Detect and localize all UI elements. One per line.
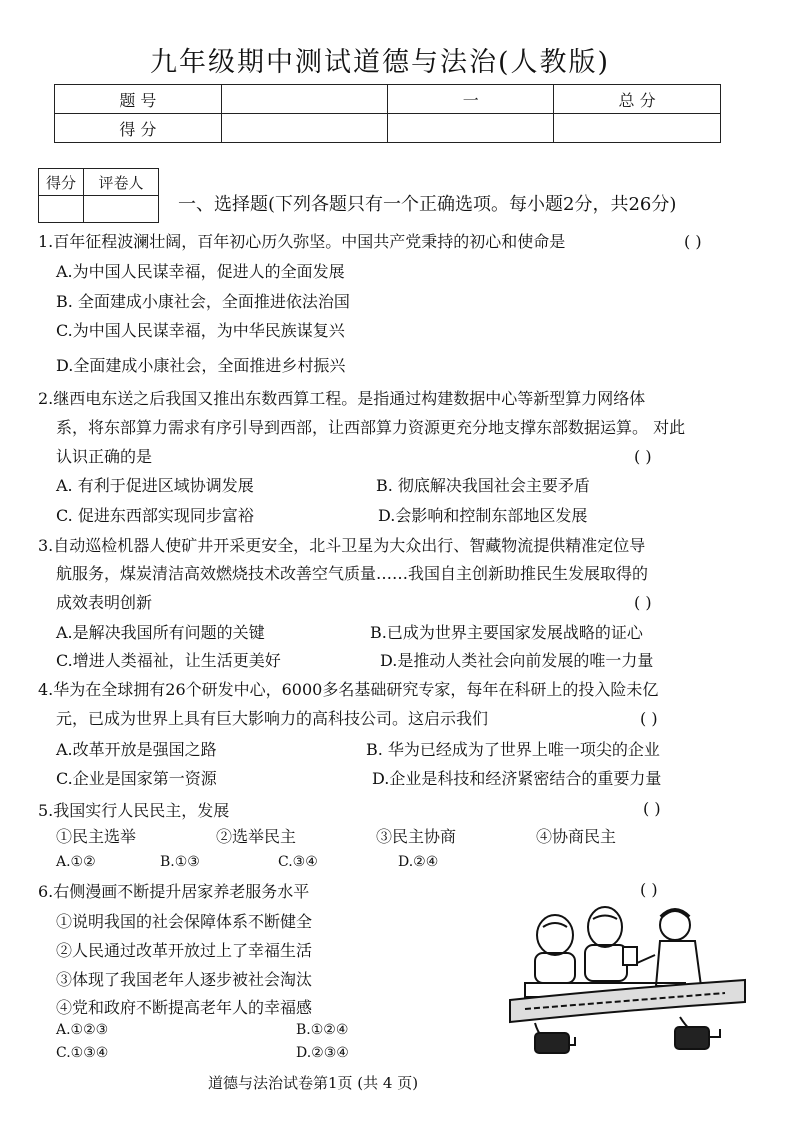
question-4-stem: 4.华为在全球拥有26个研发中心，6000多名基础研究专家，每年在科研上的投入险未亿 [38,680,659,699]
grader-box [38,168,159,223]
option-a: A. 有利于促进区域协调发展 [56,476,254,495]
table-cell: 题 号 [55,85,222,114]
option-c: C.为中国人民谋幸福，为中华民族谋复兴 [56,321,345,340]
page-title: 九年级期中测试道德与法治(人教版) [150,47,611,78]
question-2-stem: 2.继西电东送之后我国又推出东数西算工程。是指通过构建数据中心等新型算力网络体 [38,389,646,408]
option-d: D.会影响和控制东部地区发展 [378,506,588,525]
option-d: D.全面建成小康社会，全面推进乡村振兴 [56,356,346,375]
option-c: C.企业是国家第一资源 [56,769,217,788]
answer-paren: ( ) [640,709,658,728]
elderly-care-cartoon [505,905,750,1055]
question-1-stem: 1.百年征程波澜壮阔，百年初心历久弥坚。中国共产党秉持的初心和使命是 [38,232,566,251]
answer-paren: ( ) [640,880,658,899]
answer-paren: ( ) [634,593,652,612]
statement-3: ③体现了我国老年人逐步被社会淘汰 [56,970,313,989]
answer-paren: ( ) [684,232,702,251]
statement-3: ③民主协商 [376,827,457,846]
table-cell [388,114,554,143]
option-d: D.②④ [398,854,439,870]
statement-1: ①说明我国的社会保障体系不断健全 [56,912,313,931]
question-3-stem: 成效表明创新 [56,593,153,612]
question-3-stem: 3.自动巡检机器人使矿井开采更安全，北斗卫星为大众出行、智藏物流提供精准定位导 [38,536,646,555]
option-a: A.为中国人民谋幸福，促进人的全面发展 [56,262,345,281]
grader-score-cell [39,196,84,223]
option-b: B. 彻底解决我国社会主要矛盾 [376,476,590,495]
option-c: C. 促进东西部实现同步富裕 [56,506,254,525]
statement-4: ④党和政府不断提高老年人的幸福感 [56,998,313,1017]
table-row [55,85,721,114]
question-3-stem: 航服务，煤炭清洁高效燃烧技术改善空气质量……我国自主创新助推民生发展取得的 [56,564,649,583]
option-b: B. 全面建成小康社会，全面推进依法治国 [56,292,350,311]
question-5-stem: 5.我国实行人民民主，发展 [38,801,230,820]
question-6-stem: 6.右侧漫画不断提升居家养老服务水平 [38,882,310,901]
option-a: A.①② [56,854,96,870]
option-b: B.①②④ [296,1022,349,1038]
section-header: 一、选择题(下列各题只有一个正确选项。每小题2分，共26分) [178,194,677,215]
table-cell [221,85,388,114]
score-table [54,84,721,143]
table-cell: 一 [388,85,554,114]
answer-paren: ( ) [634,447,652,466]
statement-2: ②选举民主 [216,827,297,846]
table-cell: 总 分 [554,85,721,114]
option-d: D.是推动人类社会向前发展的唯一力量 [380,651,654,670]
statement-2: ②人民通过改革开放过上了幸福生活 [56,941,313,960]
statement-4: ④协商民主 [536,827,617,846]
answer-paren: ( ) [643,799,661,818]
question-2-stem: 认识正确的是 [56,447,153,466]
table-cell [554,114,721,143]
question-2-stem: 系，将东部算力需求有序引导到西部，让西部算力资源更充分地支撑东部数据运算。 对此 [56,418,686,437]
table-cell: 得 分 [55,114,222,143]
option-c: C.①③④ [56,1045,109,1061]
grader-name-label: 评卷人 [84,169,159,196]
option-c: C.③④ [278,854,318,870]
option-b: B.①③ [160,854,200,870]
grader-score-label: 得分 [39,169,84,196]
option-c: C.增进人类福祉，让生活更美好 [56,651,281,670]
question-4-stem: 元，已成为世界上具有巨大影响力的高科技公司。这启示我们 [56,709,489,728]
option-d: D.②③④ [296,1045,349,1061]
table-cell [221,114,388,143]
grader-name-cell [84,196,159,223]
option-b: B. 华为已经成为了世界上唯一项尖的企业 [366,740,660,759]
statement-1: ①民主选举 [56,827,137,846]
option-a: A.①②③ [56,1022,109,1038]
option-b: B.已成为世界主要国家发展战略的证心 [370,623,643,642]
option-a: A.改革开放是强国之路 [56,740,217,759]
table-row [55,114,721,143]
page-footer: 道德与法治试卷第1页 (共 4 页) [208,1074,419,1092]
option-a: A.是解决我国所有问题的关键 [56,623,265,642]
option-d: D.企业是科技和经济紧密结合的重要力量 [372,769,662,788]
